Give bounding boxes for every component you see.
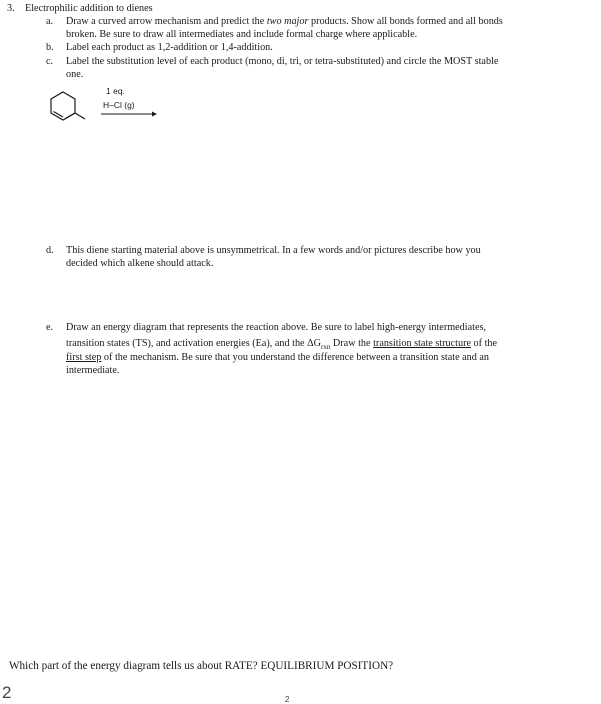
part-c-line1: Label the substitution level of each product (mono, di, tri, or tetra-substituted) and circle the MOST stable bbox=[66, 56, 499, 67]
part-a-emphasis: two major bbox=[266, 16, 309, 27]
part-e-line1: Draw an energy diagram that represents the reaction above. Be sure to label high-energy intermediates, bbox=[66, 322, 486, 333]
part-e-line4: intermediate. bbox=[66, 365, 120, 376]
page-number-fragment-center: 2 bbox=[285, 695, 290, 704]
part-d-line1: This diene starting material above is unsymmetrical. In a few words and/or pictures describe how you bbox=[66, 245, 481, 256]
page-number-fragment: 2 bbox=[2, 683, 12, 702]
part-c-line2: one. bbox=[66, 69, 84, 80]
part-a-line2: broken. Be sure to draw all intermediates and include formal charge where applicable. bbox=[66, 29, 418, 40]
question-number: 3. bbox=[7, 3, 15, 14]
part-d-letter: d. bbox=[46, 245, 54, 256]
transition-state-link-text: transition state structure bbox=[373, 338, 471, 349]
first-step-text: first step bbox=[66, 352, 102, 363]
reagent-equivalents: 1 eq. bbox=[106, 86, 125, 96]
cyclohexadiene-structure bbox=[51, 92, 85, 120]
delta-g-subscript: rxn bbox=[321, 343, 331, 352]
reaction-arrow bbox=[101, 112, 157, 117]
footer-question: Which part of the energy diagram tells us about RATE? EQUILIBRIUM POSITION? bbox=[9, 660, 394, 672]
part-d-line2: decided which alkene should attack. bbox=[66, 258, 214, 269]
reagent-hcl: H–Cl (g) bbox=[103, 100, 135, 110]
part-a-line1: Draw a curved arrow mechanism and predict the two major products. Show all bonds formed and all bonds bbox=[66, 16, 503, 27]
question-title: Electrophilic addition to dienes bbox=[25, 3, 153, 14]
part-e-line3: first step of the mechanism. Be sure that you understand the difference between a transition state and an bbox=[66, 352, 490, 363]
part-c-letter: c. bbox=[46, 56, 54, 67]
part-e-line2: transition states (TS), and activation energies (Ea), and the $\Delta G_{rxn}$ Draw the transition state structure of the bbox=[66, 338, 498, 352]
part-a-letter: a. bbox=[46, 16, 54, 27]
part-b-line1: Label each product as 1,2-addition or 1,4-addition. bbox=[66, 42, 273, 53]
part-b-letter: b. bbox=[46, 42, 54, 53]
part-e-letter: e. bbox=[46, 322, 54, 333]
